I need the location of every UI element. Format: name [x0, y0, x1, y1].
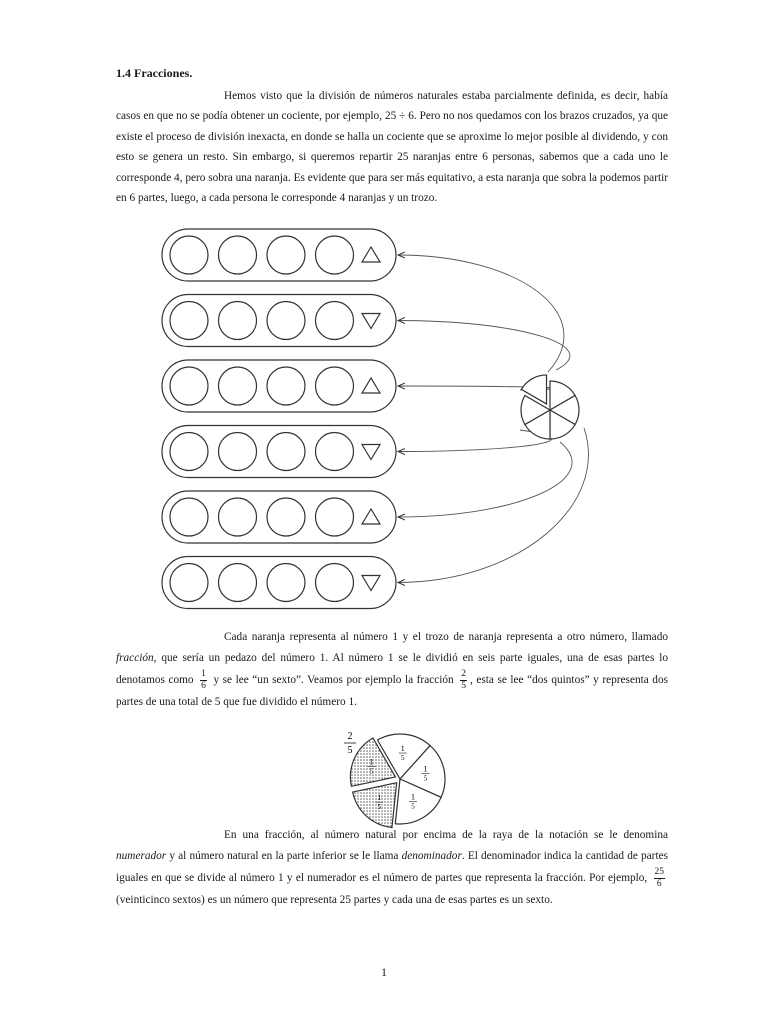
fraction-numerator: 2 [461, 669, 466, 680]
fraction-denominator: 6 [656, 879, 662, 890]
fraction-denominator: 6 [201, 681, 206, 692]
section-heading: 1.4 Fracciones. [116, 66, 193, 80]
label-denominator: 5 [347, 745, 353, 756]
paragraph-text: y se lee “un sexto”. Veamos por ejemplo la fracción [213, 674, 454, 687]
paragraph-text: Hemos visto que la división de números naturales estaba parcialmente definida, es decir, había casos en que no se podía obtener un cociente, por ejemplo, [116, 90, 668, 123]
fraction-numerator: 25 [654, 867, 665, 878]
fifths-pie-chart [347, 734, 445, 827]
paragraph-text: y al número natural en la parte inferior se le llama [169, 850, 399, 863]
fraction-denominator: 5 [461, 681, 466, 692]
fraction-numerator: 1 [201, 669, 206, 680]
paragraph-numerator-denominator [116, 825, 668, 912]
term-denominador: denominador [401, 850, 462, 863]
paragraph-text: En una fracción, al número natural por encima de la raya de la notación se le denomina [224, 829, 668, 841]
term-numerador: numerador [116, 850, 167, 863]
fraction-twenty-five-sixths [654, 867, 666, 890]
term-fraccion: fracción [116, 652, 154, 665]
slice-label-numerator: 1 [377, 793, 382, 803]
slice-label-numerator: 1 [400, 744, 405, 754]
paragraph-text-continued: . Pero no nos quedamos con los brazos cruzados, ya que existe el proceso de división inexacta, en donde se halla un cociente que se aproxime lo mejor posible al dividendo, y con esto se genera un resto. Sin embargo, si queremos repartir 25 naranjas entre 6 personas, sabemos que a cada uno le corresponde 4, pero sobra una naranja. Es evidente que para ser más equitativo, a esta naranja que sobra la podemos partir en 6 partes, luego, a cada persona le corresponde 4 naranjas y un trozo. [116, 110, 669, 205]
slice-label-numerator: 1 [423, 764, 428, 774]
paragraph-text: (veinticinco sextos) es un número que representa 25 partes y cada una de esas partes es un sexto. [116, 894, 553, 907]
slice-label-denominator: 5 [369, 767, 374, 776]
slice-label-denominator: 5 [423, 774, 428, 783]
slice-label-denominator: 5 [377, 803, 381, 812]
slice-label-denominator: 5 [400, 754, 405, 763]
paragraph-text: , que sería un pedazo del número 1. Al número 1 se le dividió en seis parte iguales, una de esas partes lo denotamos como [116, 652, 668, 687]
paragraph-text: . El denominador indica la cantidad de partes iguales en que se divide al número 1 y el numerador es el número de partes que representa la fracción. Por ejemplo, [116, 850, 668, 885]
page-number: 1 [381, 965, 387, 979]
shaded-fifth-slice [353, 783, 397, 828]
fraction-label-two-fifths [344, 731, 356, 756]
slice-label-numerator: 1 [411, 792, 416, 802]
division-expression: 25 ÷ 6 [384, 110, 414, 123]
slice-shape [353, 783, 397, 828]
slice-label-denominator: 5 [411, 802, 415, 811]
slice-label-numerator: 1 [369, 757, 374, 767]
label-numerator: 2 [347, 731, 353, 742]
paragraph-text: , esta se lee “dos quintos” y representa dos partes de una total de 5 que fue dividido el número 1. [116, 674, 669, 709]
paragraph-text: Cada naranja representa al número 1 y el trozo de naranja representa a otro número, llamado [224, 631, 668, 643]
